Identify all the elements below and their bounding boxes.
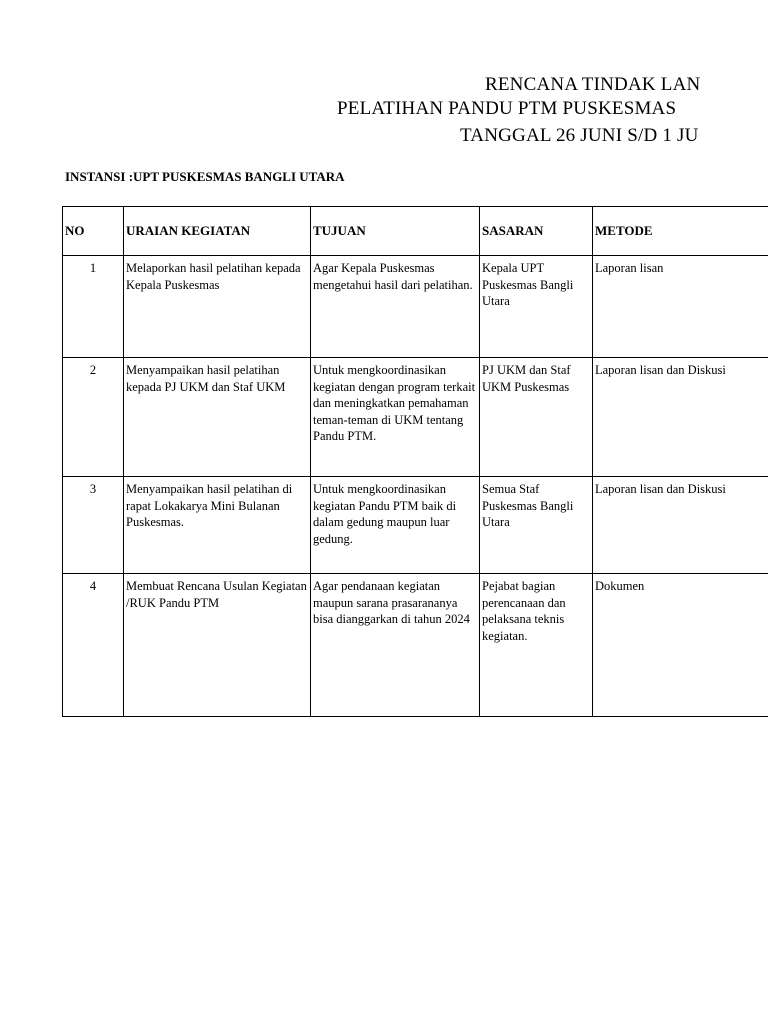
cell-metode-text: Laporan lisan bbox=[595, 261, 664, 275]
cell-sasaran bbox=[480, 358, 593, 477]
cell-uraian-text: Menyampaikan hasil pelatihan di rapat Lokakarya Mini Bulanan Puskesmas. bbox=[126, 482, 293, 529]
column-header-uraian bbox=[124, 207, 311, 256]
table-header-row bbox=[63, 207, 768, 256]
cell-no bbox=[63, 477, 124, 574]
cell-no-text: 2 bbox=[89, 363, 97, 377]
cell-metode-text: Dokumen bbox=[595, 579, 645, 593]
activity-table-container bbox=[62, 206, 768, 718]
cell-sasaran-text: PJ UKM dan Staf UKM Puskesmas bbox=[482, 363, 571, 394]
column-header-no-text: NO bbox=[65, 222, 85, 238]
cell-tujuan bbox=[311, 477, 480, 574]
cell-no-text: 1 bbox=[89, 261, 97, 275]
cell-uraian bbox=[124, 256, 311, 358]
cell-metode-text: Laporan lisan dan Diskusi bbox=[595, 482, 726, 496]
cell-uraian-text: Melaporkan hasil pelatihan kepada Kepala Puskesmas bbox=[126, 261, 301, 292]
column-header-metode bbox=[593, 207, 768, 256]
cell-sasaran-text: Pejabat bagian perencanaan dan pelaksana teknis kegiatan. bbox=[482, 579, 566, 643]
instansi-label: INSTANSI :UPT PUSKESMAS BANGLI UTARA bbox=[65, 169, 345, 184]
cell-tujuan-text: Agar Kepala Puskesmas mengetahui hasil dari pelatihan. bbox=[313, 261, 473, 292]
cell-sasaran bbox=[480, 477, 593, 574]
cell-metode bbox=[593, 358, 768, 477]
column-header-sasaran-text: SASARAN bbox=[482, 222, 544, 238]
cell-tujuan bbox=[311, 358, 480, 477]
cell-tujuan-text: Untuk mengkoordinasikan kegiatan dengan program terkait dan meningkatkan pemahaman teman-teman di UKM tentang Pandu PTM. bbox=[313, 363, 476, 443]
table-row bbox=[63, 574, 768, 717]
column-header-tujuan bbox=[311, 207, 480, 256]
column-header-metode-text: METODE bbox=[595, 222, 653, 238]
cell-tujuan bbox=[311, 574, 480, 717]
cell-sasaran bbox=[480, 574, 593, 717]
cell-sasaran-text: Kepala UPT Puskesmas Bangli Utara bbox=[482, 261, 574, 308]
cell-tujuan bbox=[311, 256, 480, 358]
column-header-uraian-text: URAIAN KEGIATAN bbox=[126, 222, 251, 238]
cell-no bbox=[63, 574, 124, 717]
table-row bbox=[63, 477, 768, 574]
column-header-no bbox=[63, 207, 124, 256]
cell-metode bbox=[593, 574, 768, 717]
cell-uraian-text: Membuat Rencana Usulan Kegiatan /RUK Pandu PTM bbox=[126, 579, 307, 610]
cell-uraian-text: Menyampaikan hasil pelatihan kepada PJ UKM dan Staf UKM bbox=[126, 363, 286, 394]
cell-uraian bbox=[124, 477, 311, 574]
title-line-1: RENCANA TINDAK LAN bbox=[485, 74, 701, 95]
cell-uraian bbox=[124, 574, 311, 717]
cell-tujuan-text: Untuk mengkoordinasikan kegiatan Pandu PTM baik di dalam gedung maupun luar gedung. bbox=[313, 482, 457, 546]
title-line-3: TANGGAL 26 JUNI S/D 1 JU bbox=[460, 125, 699, 146]
table-row bbox=[63, 358, 768, 477]
column-header-tujuan-text: TUJUAN bbox=[313, 222, 366, 238]
cell-no bbox=[63, 358, 124, 477]
cell-sasaran-text: Semua Staf Puskesmas Bangli Utara bbox=[482, 482, 574, 529]
cell-no-text: 4 bbox=[89, 579, 97, 593]
cell-sasaran bbox=[480, 256, 593, 358]
table-row bbox=[63, 256, 768, 358]
title-line-2: PELATIHAN PANDU PTM PUSKESMAS bbox=[337, 98, 677, 119]
activity-table bbox=[62, 206, 768, 717]
cell-uraian bbox=[124, 358, 311, 477]
cell-metode bbox=[593, 256, 768, 358]
column-header-sasaran bbox=[480, 207, 593, 256]
cell-metode-text: Laporan lisan dan Diskusi bbox=[595, 363, 726, 377]
cell-no bbox=[63, 256, 124, 358]
cell-tujuan-text: Agar pendanaan kegiatan maupun sarana prasarananya bisa dianggarkan di tahun 2024 bbox=[313, 579, 470, 626]
cell-no-text: 3 bbox=[89, 482, 97, 496]
cell-metode bbox=[593, 477, 768, 574]
